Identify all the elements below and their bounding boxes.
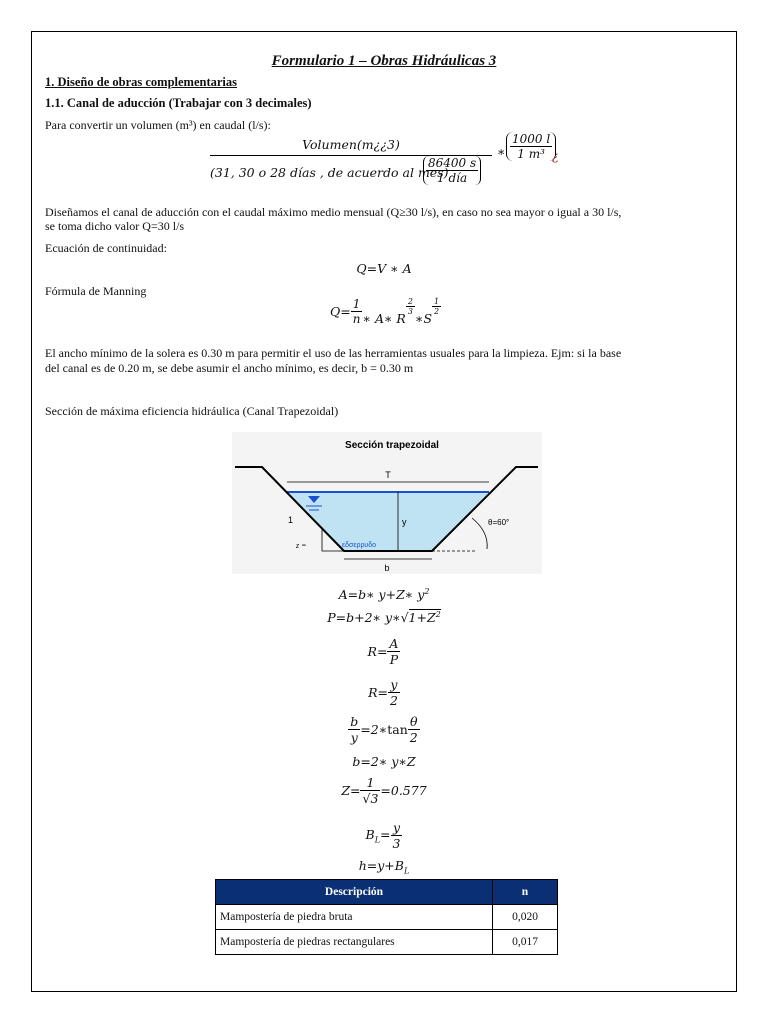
label-T: T — [385, 470, 391, 480]
equation-h: $h=y+B_L$ — [358, 858, 410, 876]
manning-label: Fórmula de Manning — [45, 284, 147, 298]
design-paragraph-line2: se toma dicho valor Q=30 l/s — [45, 219, 185, 233]
width-paragraph-line1: El ancho mínimo de la solera es 0.30 m para permitir el uso de las herramientas usuales para la limpieza. Ejm: si la base — [45, 346, 622, 360]
formula-inner-paren — [423, 156, 481, 185]
table-row — [216, 905, 558, 930]
label-b: b — [384, 563, 390, 573]
table-cell-description: Mampostería de piedra bruta — [216, 905, 493, 930]
formula-inner-denominator: 1 día — [437, 171, 468, 185]
label-water: εδσερρυδο — [342, 542, 377, 549]
equation-perimeter: P=b+2∗ $y∗√1+Z^2$ — [327, 610, 441, 626]
equation-BL: $B_L=$ $\frac{y}{3}$ — [365, 820, 401, 851]
trapezoidal-section-figure — [232, 432, 542, 574]
convert-paragraph: Para convertir un volumen (m³) en caudal (l/s): — [45, 118, 271, 132]
label-z: z = — [296, 541, 307, 550]
formula-right-denominator: 1 m³ — [517, 147, 545, 161]
table-cell-description: Mampostería de piedras rectangulares — [216, 930, 493, 955]
formula-days-text: (31, 30 o 28 días , de acuerdo al mes) — [210, 165, 449, 180]
table-header-description: Descripción — [216, 880, 493, 905]
table-cell-n: 0,017 — [493, 930, 558, 955]
label-angle: θ=60° — [488, 518, 510, 527]
equation-R-y: R= $\frac{y}{2}$ — [368, 677, 398, 708]
continuity-equation: Q=V ∗ A — [356, 261, 412, 276]
label-1: 1 — [288, 515, 294, 525]
equation-area: A=b∗ y+Z∗ $y^2$ — [338, 587, 430, 603]
formula-volume-to-flow: Volumen(m¿¿3) (31, 30 o 28 días , de acuerdo al mes) $\frac{86400 s}{\text{1 día}}$ ∗ $\frac{1000 l}{\text{1 m³}}$ ¿ — [210, 132, 559, 185]
width-paragraph-line2: del canal es de 0.20 m, se debe asumir el ancho mínimo, es decir, b = 0.30 m — [45, 361, 414, 375]
section-paragraph: Sección de máxima eficiencia hidráulica (Canal Trapezoidal) — [45, 404, 339, 418]
page-title: Formulario 1 – Obras Hidráulicas 3 — [271, 53, 497, 69]
table-row — [216, 930, 558, 955]
subsection-heading: 1.1. Canal de aducción (Trabajar con 3 decimales) — [45, 96, 312, 110]
continuity-label: Ecuación de continuidad: — [45, 241, 167, 255]
manning-equation: Q= $\frac{1}{n}$ ∗ A∗ R $^{\frac{2}{3}}$ ∗S $^{\frac{1}{2}}$ — [330, 297, 440, 326]
equation-b-over-y: $\frac{b}{y}$ =2∗tan $\frac{\theta}{2}$ — [350, 714, 418, 745]
figure-title: Sección trapezoidal — [345, 440, 439, 451]
formula-denominator — [210, 165, 449, 180]
label-y: y — [402, 517, 407, 527]
section-heading: 1. Diseño de obras complementarias — [45, 75, 237, 89]
equation-Z: Z= $\frac{1}{√3}$ =0.577 — [341, 775, 427, 806]
formula-numerator: Volumen(m¿¿3) — [302, 137, 400, 152]
formula-right-paren — [506, 132, 556, 161]
equation-R-A-P: R= $\frac{A}{P}$ — [367, 636, 399, 667]
formula-tail: ¿ — [552, 148, 559, 163]
equation-b: b=2∗ y∗Z — [352, 754, 416, 769]
formula-inner-numerator: 86400 s — [428, 156, 477, 170]
design-paragraph-line1: Diseñamos el canal de aducción con el caudal máximo medio mensual (Q≥30 l/s), en caso no sea mayor o igual a 30 l/s, — [45, 205, 622, 219]
formula-right-numerator: 1000 l — [512, 132, 551, 146]
table-header-n: n — [493, 880, 558, 905]
manning-n-table — [215, 879, 558, 955]
table-cell-n: 0,020 — [493, 905, 558, 930]
